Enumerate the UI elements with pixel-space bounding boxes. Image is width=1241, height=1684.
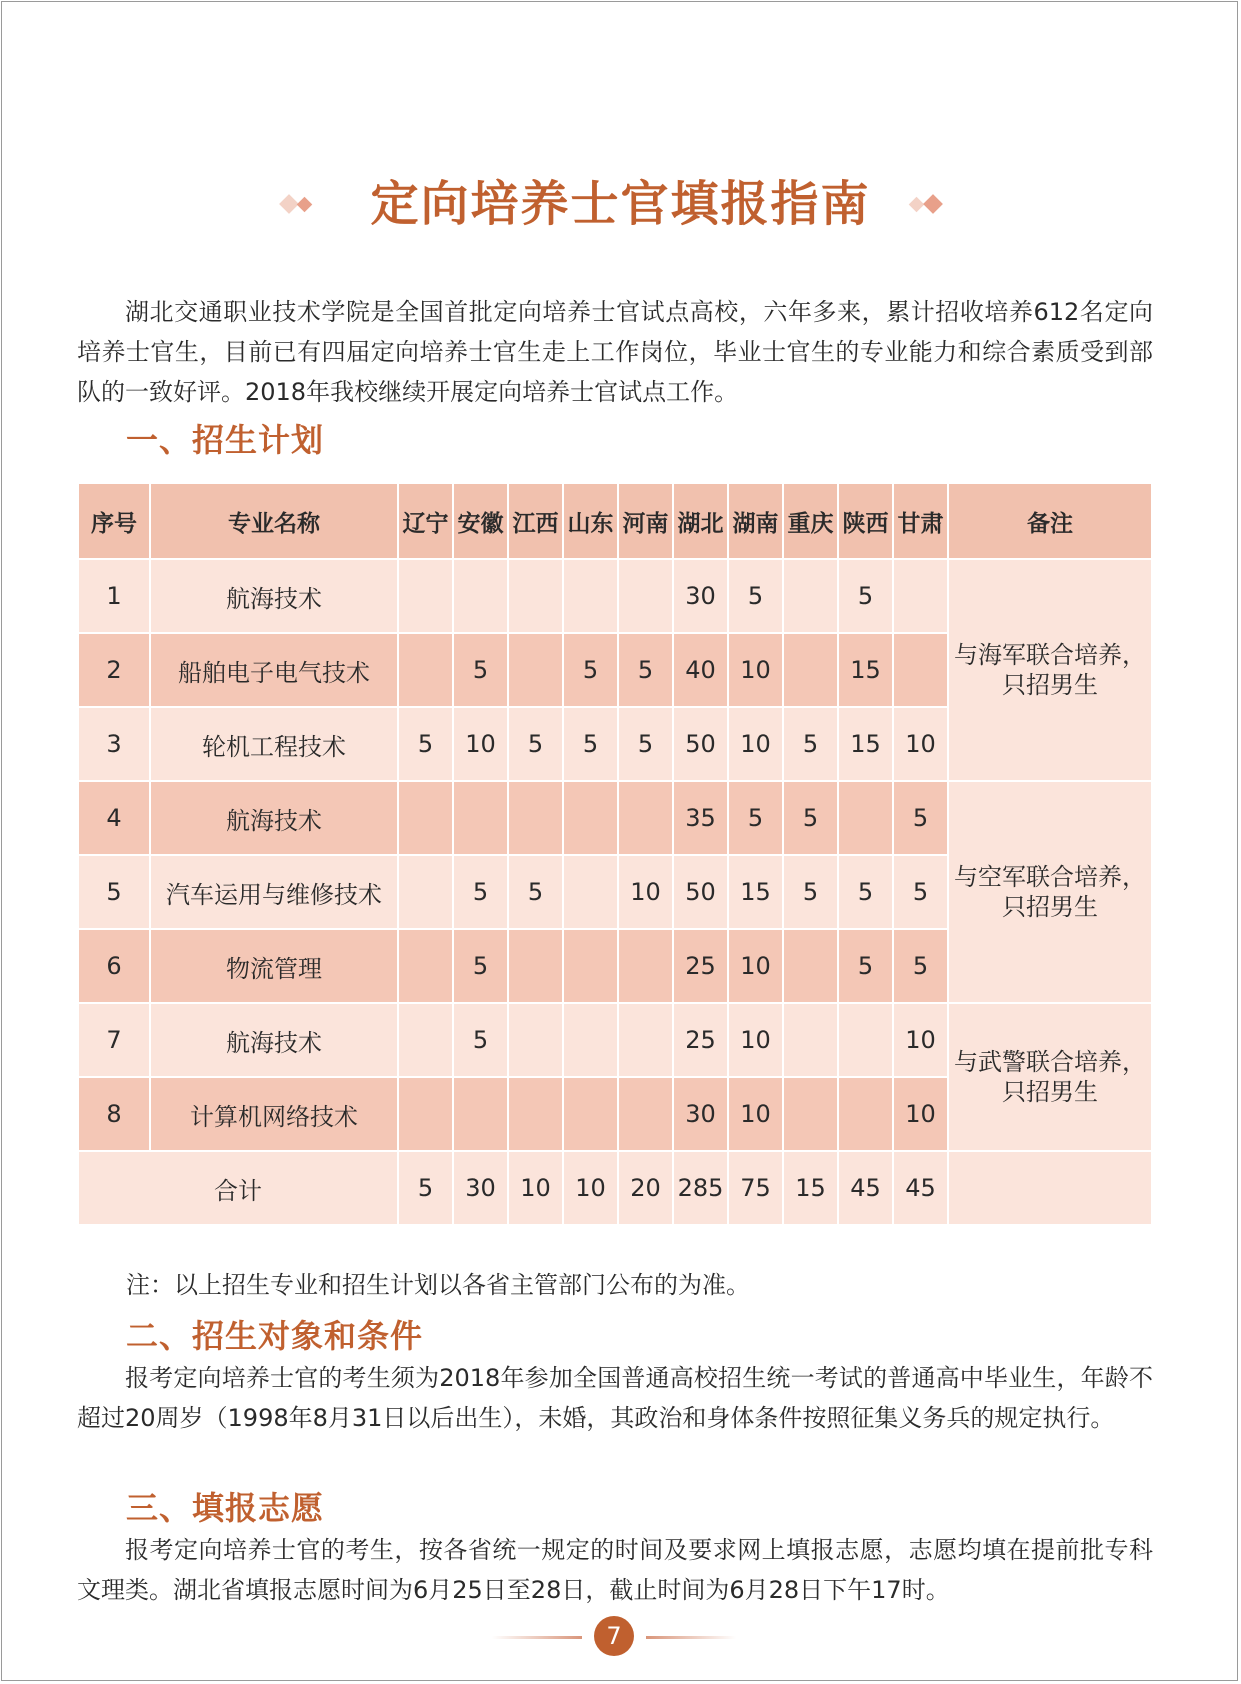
major-name-cell: 航海技术 <box>150 1003 398 1077</box>
quota-cell: 5 <box>508 855 563 929</box>
quota-cell: 25 <box>673 929 728 1003</box>
quota-cell <box>893 559 948 633</box>
quota-cell: 10 <box>893 1077 948 1151</box>
quota-cell <box>453 559 508 633</box>
quota-cell: 10 <box>728 707 783 781</box>
column-header: 辽宁 <box>398 483 453 559</box>
total-quota-cell: 20 <box>618 1151 673 1225</box>
major-name-cell: 计算机网络技术 <box>150 1077 398 1151</box>
column-header: 甘肃 <box>893 483 948 559</box>
quota-cell: 5 <box>453 1003 508 1077</box>
total-quota-cell: 45 <box>838 1151 893 1225</box>
quota-cell <box>508 633 563 707</box>
quota-cell <box>618 1003 673 1077</box>
major-name-cell: 汽车运用与维修技术 <box>150 855 398 929</box>
quota-cell: 10 <box>893 1003 948 1077</box>
total-quota-cell: 285 <box>673 1151 728 1225</box>
quota-cell: 10 <box>728 633 783 707</box>
page-footer <box>0 1616 1241 1656</box>
column-header: 重庆 <box>783 483 838 559</box>
quota-cell: 5 <box>893 929 948 1003</box>
table-header-row <box>78 483 1152 559</box>
total-quota-cell: 15 <box>783 1151 838 1225</box>
quota-cell: 5 <box>453 855 508 929</box>
section-heading-eligibility: 二、招生对象和条件 <box>126 1317 424 1355</box>
quota-cell <box>838 1003 893 1077</box>
quota-cell: 5 <box>618 633 673 707</box>
quota-cell <box>508 1077 563 1151</box>
total-quota-cell: 30 <box>453 1151 508 1225</box>
quota-cell: 5 <box>453 633 508 707</box>
total-quota-cell: 10 <box>563 1151 618 1225</box>
quota-cell <box>563 929 618 1003</box>
quota-cell: 5 <box>783 855 838 929</box>
title-block <box>0 172 1241 236</box>
intro-text: 湖北交通职业技术学院是全国首批定向培养士官试点高校，六年多来，累计招收培养612名定向培养士官生，目前已有四届定向培养士官生走上工作岗位，毕业士官生的专业能力和综合素质受到部队的一致好评。2018年我校继续开展定向培养士官试点工作。 <box>77 298 1153 406</box>
quota-cell <box>398 929 453 1003</box>
page-title: 定向培养士官填报指南 <box>370 176 871 232</box>
footer-line-right <box>646 1636 736 1639</box>
quota-cell: 30 <box>673 1077 728 1151</box>
quota-cell: 5 <box>728 781 783 855</box>
quota-cell <box>508 929 563 1003</box>
quota-cell: 15 <box>838 633 893 707</box>
quota-cell <box>563 781 618 855</box>
total-quota-cell: 10 <box>508 1151 563 1225</box>
quota-cell <box>398 1077 453 1151</box>
application-paragraph <box>77 1530 1153 1610</box>
quota-cell <box>618 1077 673 1151</box>
eligibility-text: 报考定向培养士官的考生须为2018年参加全国普通高校招生统一考试的普通高中毕业生，年龄不超过20周岁（1998年8月31日以后出生），未婚，其政治和身体条件按照征集义务兵的规定执行。 <box>77 1364 1153 1432</box>
total-label-cell: 合计 <box>78 1151 398 1225</box>
table-total-row <box>78 1151 1152 1225</box>
quota-cell: 15 <box>728 855 783 929</box>
quota-cell <box>563 559 618 633</box>
quota-cell <box>508 1003 563 1077</box>
remarks-cell <box>948 781 1152 1003</box>
table-row <box>78 559 1152 633</box>
quota-cell <box>618 929 673 1003</box>
page-number: 7 <box>594 1616 634 1656</box>
remarks-cell <box>948 559 1152 781</box>
column-header: 备注 <box>948 483 1152 559</box>
quota-cell <box>783 1003 838 1077</box>
quota-cell: 50 <box>673 707 728 781</box>
quota-cell <box>453 1077 508 1151</box>
major-name-cell: 物流管理 <box>150 929 398 1003</box>
quota-cell: 5 <box>398 707 453 781</box>
quota-cell: 5 <box>838 559 893 633</box>
column-header: 安徽 <box>453 483 508 559</box>
quota-cell: 10 <box>728 1077 783 1151</box>
major-name-cell: 轮机工程技术 <box>150 707 398 781</box>
row-number-cell: 3 <box>78 707 150 781</box>
quota-cell <box>783 929 838 1003</box>
column-header: 序号 <box>78 483 150 559</box>
application-text: 报考定向培养士官的考生，按各省统一规定的时间及要求网上填报志愿，志愿均填在提前批专科文理类。湖北省填报志愿时间为6月25日至28日，截止时间为6月28日下午17时。 <box>77 1536 1153 1604</box>
quota-cell: 30 <box>673 559 728 633</box>
column-header: 专业名称 <box>150 483 398 559</box>
remarks-cell <box>948 1003 1152 1151</box>
footer-line-left <box>492 1636 582 1639</box>
quota-cell: 5 <box>893 855 948 929</box>
column-header: 山东 <box>563 483 618 559</box>
quota-cell: 5 <box>893 781 948 855</box>
row-number-cell: 6 <box>78 929 150 1003</box>
total-quota-cell: 45 <box>893 1151 948 1225</box>
quota-cell <box>398 1003 453 1077</box>
quota-cell <box>838 781 893 855</box>
quota-cell: 10 <box>893 707 948 781</box>
remark-line: 只招男生 <box>1002 893 1098 921</box>
quota-cell <box>453 781 508 855</box>
quota-cell <box>783 559 838 633</box>
quota-cell: 5 <box>618 707 673 781</box>
quota-cell <box>508 781 563 855</box>
quota-cell: 5 <box>783 707 838 781</box>
quota-cell: 5 <box>728 559 783 633</box>
quota-cell <box>398 855 453 929</box>
remark-line: 只招男生 <box>1002 1078 1098 1106</box>
quota-cell <box>838 1077 893 1151</box>
quota-cell: 25 <box>673 1003 728 1077</box>
quota-cell: 10 <box>453 707 508 781</box>
quota-cell <box>563 1003 618 1077</box>
row-number-cell: 8 <box>78 1077 150 1151</box>
row-number-cell: 2 <box>78 633 150 707</box>
remark-line: 只招男生 <box>1002 671 1098 699</box>
quota-cell <box>783 633 838 707</box>
quota-cell <box>563 1077 618 1151</box>
quota-cell <box>398 559 453 633</box>
remark-line: 与武警联合培养， <box>954 1048 1146 1076</box>
quota-cell <box>783 1077 838 1151</box>
quota-cell: 5 <box>838 855 893 929</box>
quota-cell: 5 <box>838 929 893 1003</box>
table-row <box>78 1003 1152 1077</box>
remark-line: 与空军联合培养， <box>954 863 1146 891</box>
quota-cell: 35 <box>673 781 728 855</box>
row-number-cell: 1 <box>78 559 150 633</box>
quota-cell <box>508 559 563 633</box>
quota-cell: 50 <box>673 855 728 929</box>
total-quota-cell: 75 <box>728 1151 783 1225</box>
major-name-cell: 航海技术 <box>150 781 398 855</box>
quota-cell: 15 <box>838 707 893 781</box>
table-footnote: 注：以上招生专业和招生计划以各省主管部门公布的为准。 <box>126 1271 750 1299</box>
row-number-cell: 4 <box>78 781 150 855</box>
major-name-cell: 航海技术 <box>150 559 398 633</box>
column-header: 湖南 <box>728 483 783 559</box>
intro-paragraph <box>77 292 1153 412</box>
quota-cell: 5 <box>508 707 563 781</box>
total-remarks-cell <box>948 1151 1152 1225</box>
quota-cell: 10 <box>618 855 673 929</box>
quota-cell <box>618 781 673 855</box>
quota-cell: 5 <box>453 929 508 1003</box>
column-header: 江西 <box>508 483 563 559</box>
table-row <box>78 781 1152 855</box>
quota-cell: 10 <box>728 929 783 1003</box>
column-header: 陕西 <box>838 483 893 559</box>
quota-cell <box>563 855 618 929</box>
remark-line: 与海军联合培养， <box>954 641 1146 669</box>
column-header: 河南 <box>618 483 673 559</box>
quota-cell <box>618 559 673 633</box>
quota-cell <box>398 781 453 855</box>
quota-cell: 10 <box>728 1003 783 1077</box>
total-quota-cell: 5 <box>398 1151 453 1225</box>
quota-cell: 5 <box>563 633 618 707</box>
quota-cell: 5 <box>563 707 618 781</box>
quota-cell: 40 <box>673 633 728 707</box>
major-name-cell: 船舶电子电气技术 <box>150 633 398 707</box>
section-heading-application: 三、填报志愿 <box>126 1489 325 1527</box>
column-header: 湖北 <box>673 483 728 559</box>
eligibility-paragraph <box>77 1358 1153 1438</box>
enrollment-plan-table <box>77 482 1153 1226</box>
row-number-cell: 5 <box>78 855 150 929</box>
row-number-cell: 7 <box>78 1003 150 1077</box>
quota-cell <box>398 633 453 707</box>
section-heading-enrollment-plan: 一、招生计划 <box>126 421 325 459</box>
quota-cell <box>893 633 948 707</box>
quota-cell: 5 <box>783 781 838 855</box>
